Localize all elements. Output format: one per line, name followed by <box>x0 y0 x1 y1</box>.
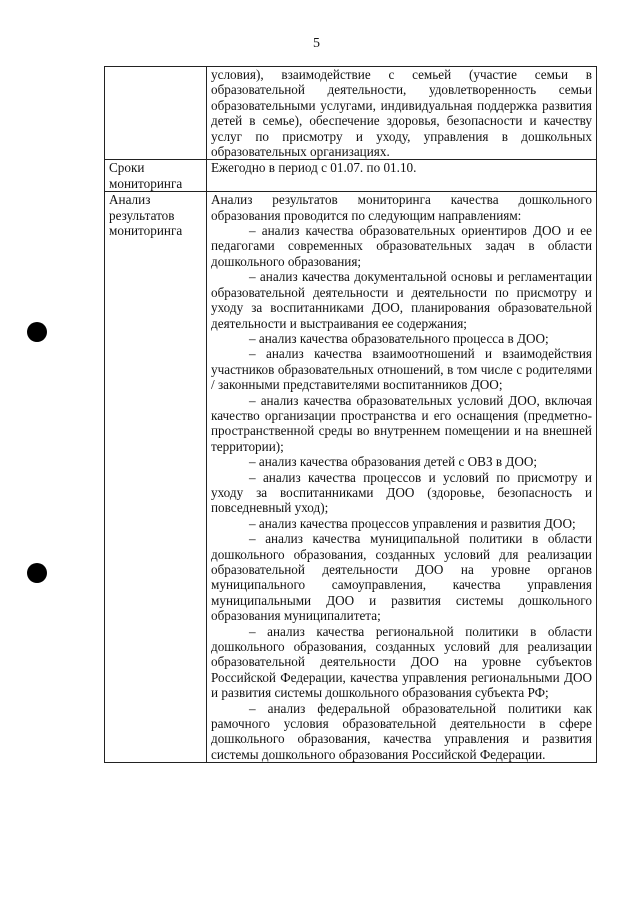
monitoring-table <box>104 66 597 763</box>
table-cell-continuation-text: условия), взаимодействие с семьей (участие семьи в образовательной деятельности, удовлетворенность семьи образовательными услугами, индивидуальная поддержка развития детей в семье), обеспечение здоровья, безопасности и качеству услуг по присмотру и уходу, управления в дошкольных образовательных организациях. <box>207 67 597 160</box>
punch-hole-mark <box>27 563 47 583</box>
analysis-item: – анализ качества образовательного процесса в ДОО; <box>249 330 549 346</box>
punch-hole-mark <box>27 322 47 342</box>
analysis-item: – анализ качества образовательных ориентиров ДОО и ее педагогами современных образовательных задач в области дошкольного образования; <box>211 223 592 269</box>
table-row-period <box>105 160 597 192</box>
page-number: 5 <box>313 36 320 51</box>
analysis-item: – анализ качества взаимоотношений и взаимодействия участников образовательных отношений, в том числе с родителями / законными представителями воспитанников ДОО; <box>211 346 592 393</box>
table-row-continuation <box>105 67 597 160</box>
table-cell-analysis-label: Анализ результатов мониторинга <box>105 192 207 763</box>
analysis-item: – анализ качества региональной политики в области дошкольного образования, созданных условий для реализации образовательной деятельности ДОО на уровне субъектов Российской Федерации, качества управления региональными ДОО и развития системы дошкольного образования субъекта РФ; <box>211 623 592 701</box>
analysis-item: – анализ качества документальной основы и регламентации образовательной деятельности и деятельности по присмотру и уходу за воспитанниками ДОО, планирования образовательной деятельности и выстраивания ее содержания; <box>211 269 592 331</box>
analysis-item: – анализ качества образовательных условий ДОО, включая качество организации пространства и его оснащения (предметно-пространственной среды во внутреннем помещении и на внешней территории); <box>211 392 592 454</box>
analysis-item: – анализ качества процессов и условий по присмотру и уходу за воспитанниками ДОО (здоровье, безопасность и повседневный уход); <box>211 469 592 516</box>
analysis-item: – анализ качества процессов управления и развития ДОО; <box>249 515 576 531</box>
analysis-item: – анализ качества образования детей с ОВЗ в ДОО; <box>249 454 538 470</box>
table-cell-label <box>105 67 207 160</box>
analysis-item: – анализ федеральной образовательной политики как рамочного условия образовательной деятельности в сфере дошкольного образования, качества управления и развития системы дошкольного образования Российской Федерации. <box>211 700 592 762</box>
table-cell-period-label: Сроки мониторинга <box>105 160 207 192</box>
analysis-item: – анализ качества муниципальной политики в области дошкольного образования, созданных условий для реализации образовательной деятельности ДОО на уровне органов муниципального самоуправления, качества управления муниципальными ДОО и развития системы дошкольного образования муниципалитета; <box>211 531 592 624</box>
analysis-intro: Анализ результатов мониторинга качества дошкольного образования проводится по следующим направлениям: <box>211 192 592 223</box>
table-row-analysis <box>105 192 597 763</box>
table-cell-period-text: Ежегодно в период с 01.07. по 01.10. <box>207 160 597 192</box>
table-cell-analysis-content <box>207 192 597 763</box>
